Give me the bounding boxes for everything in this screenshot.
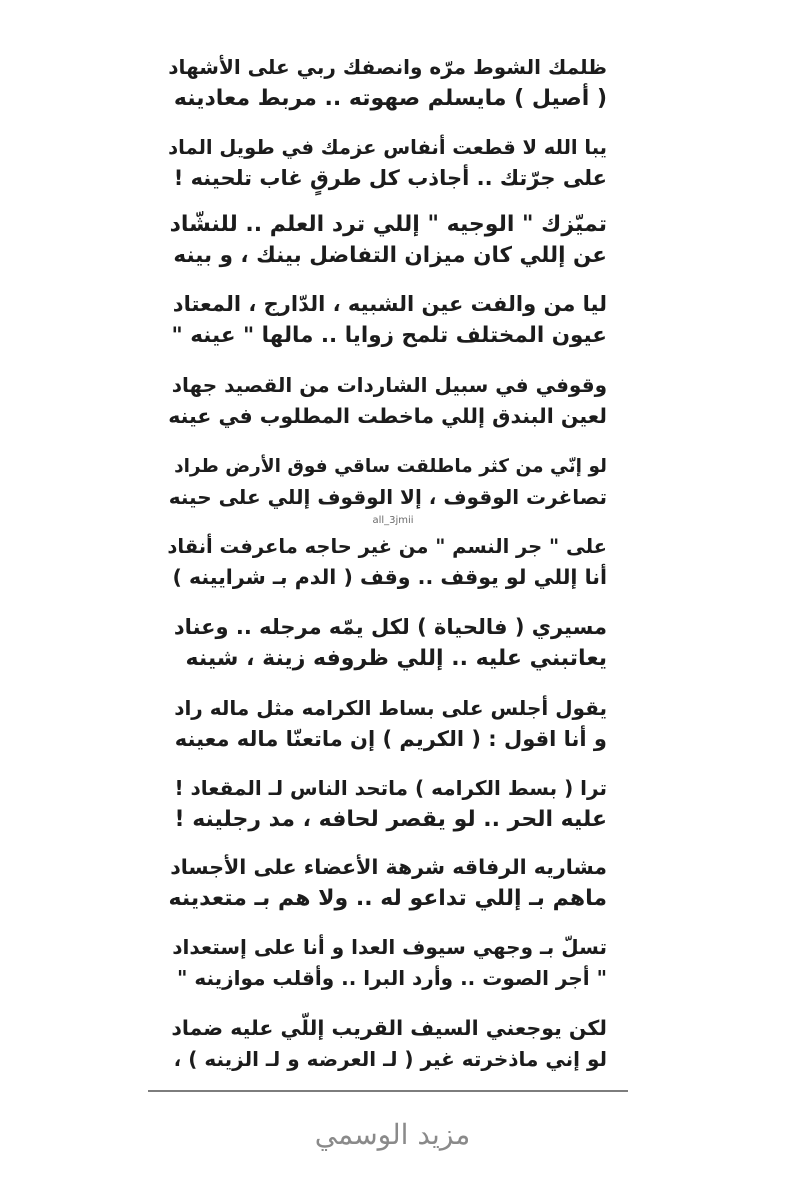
- poem-line: لعين البندق إللي ماخطت المطلوب في عينه: [168, 404, 607, 428]
- poem-line: يقول أجلس على بساط الكرامه مثل ماله راد: [174, 696, 607, 720]
- poem-line: مشاريه الرفاقه شرهة الأعضاء على الأجساد: [170, 855, 607, 879]
- poem-line: على جرّتك .. أجاذب كل طرقٍ غاب تلحينه !: [173, 166, 607, 190]
- poem-line: ليا من والفت عين الشبيه ، الدّارج ، المعتاد: [172, 292, 607, 316]
- divider: [148, 1090, 628, 1092]
- poem-line: ترا ( بسط الكرامه ) ماتحد الناس لـ المقعاد !: [174, 776, 607, 800]
- poem-line: عيون المختلف تلمح زوايا .. مالها " عينه ": [171, 323, 607, 348]
- poem-line: لو إنّي من كثر ماطلقت ساقي فوق الأرض طراد: [174, 456, 607, 477]
- poem-line: أنا إللي لو يوقف .. وقف ( الدم بـ شرايينه ): [172, 565, 607, 589]
- poem-line: يبا الله لا قطعت أنفاس عزمك في طويل الماد: [168, 136, 607, 159]
- poem-line: يعاتبني عليه .. إللي ظروفه زينة ، شينه: [185, 646, 607, 671]
- stanza-12: [167, 932, 607, 994]
- poem-line: عن إللي كان ميزان التفاضل بينك ، و بينه: [173, 243, 607, 268]
- stanza-8: [167, 612, 607, 674]
- poem-line: لكن يوجعني السيف القريب إللّي عليه ضماد: [171, 1016, 607, 1040]
- stanza-9: [167, 693, 607, 755]
- poem-line: ماهم بـ إللي تداعو له .. ولا هم بـ متعدينه: [168, 886, 607, 911]
- poem-line: ظلمك الشوط مرّه وانصفك ربي على الأشهاد: [168, 55, 607, 79]
- stanza-1: [167, 52, 607, 114]
- stanza-7: [167, 531, 607, 593]
- stanza-10: [167, 773, 607, 835]
- author-signature: مزيد الوسمي: [314, 1118, 471, 1151]
- stanza-4: [167, 289, 607, 351]
- stanza-2: [167, 132, 607, 194]
- watermark: all_3jmii: [372, 515, 414, 526]
- poem-line: مسيري ( فالحياة ) لكل يمّه مرجله .. وعناد: [173, 615, 607, 639]
- stanza-3: [167, 209, 607, 271]
- stanza-13: [167, 1013, 607, 1075]
- poem-line: " أجر الصوت .. وأرد البرا .. وأقلب موازينه ": [176, 966, 607, 990]
- stanza-11: [167, 852, 607, 914]
- poem-line: عليه الحر .. لو يقصر لحافه ، مد رجلينه !: [174, 807, 607, 832]
- stanza-6: [167, 451, 607, 513]
- poem-line: وقوفي في سبيل الشاردات من القصيد جهاد: [171, 373, 607, 397]
- poem-line: ( أصيل ) مايسلم صهوته .. مربط معادينه: [173, 86, 607, 111]
- poem-line: تميّزك " الوجيه " إللي ترد العلم .. للنشّاد: [169, 212, 607, 237]
- poem-line: على " جر النسم " من غير حاجه ماعرفت أنقاد: [167, 535, 607, 558]
- poem-line: تصاغرت الوقوف ، إلا الوقوف إللي على حينه: [168, 485, 607, 509]
- poem-line: لو إني ماذخرته غير ( لـ العرضه و لـ الزينه ) ،: [173, 1047, 607, 1071]
- stanza-5: [167, 370, 607, 432]
- poem-line: تسلّ بـ وجهي سيوف العدا و أنا على إستعداد: [172, 935, 607, 959]
- poem-line: و أنا اقول : ( الكريم ) إن ماتعنّا ماله معينه: [174, 727, 607, 751]
